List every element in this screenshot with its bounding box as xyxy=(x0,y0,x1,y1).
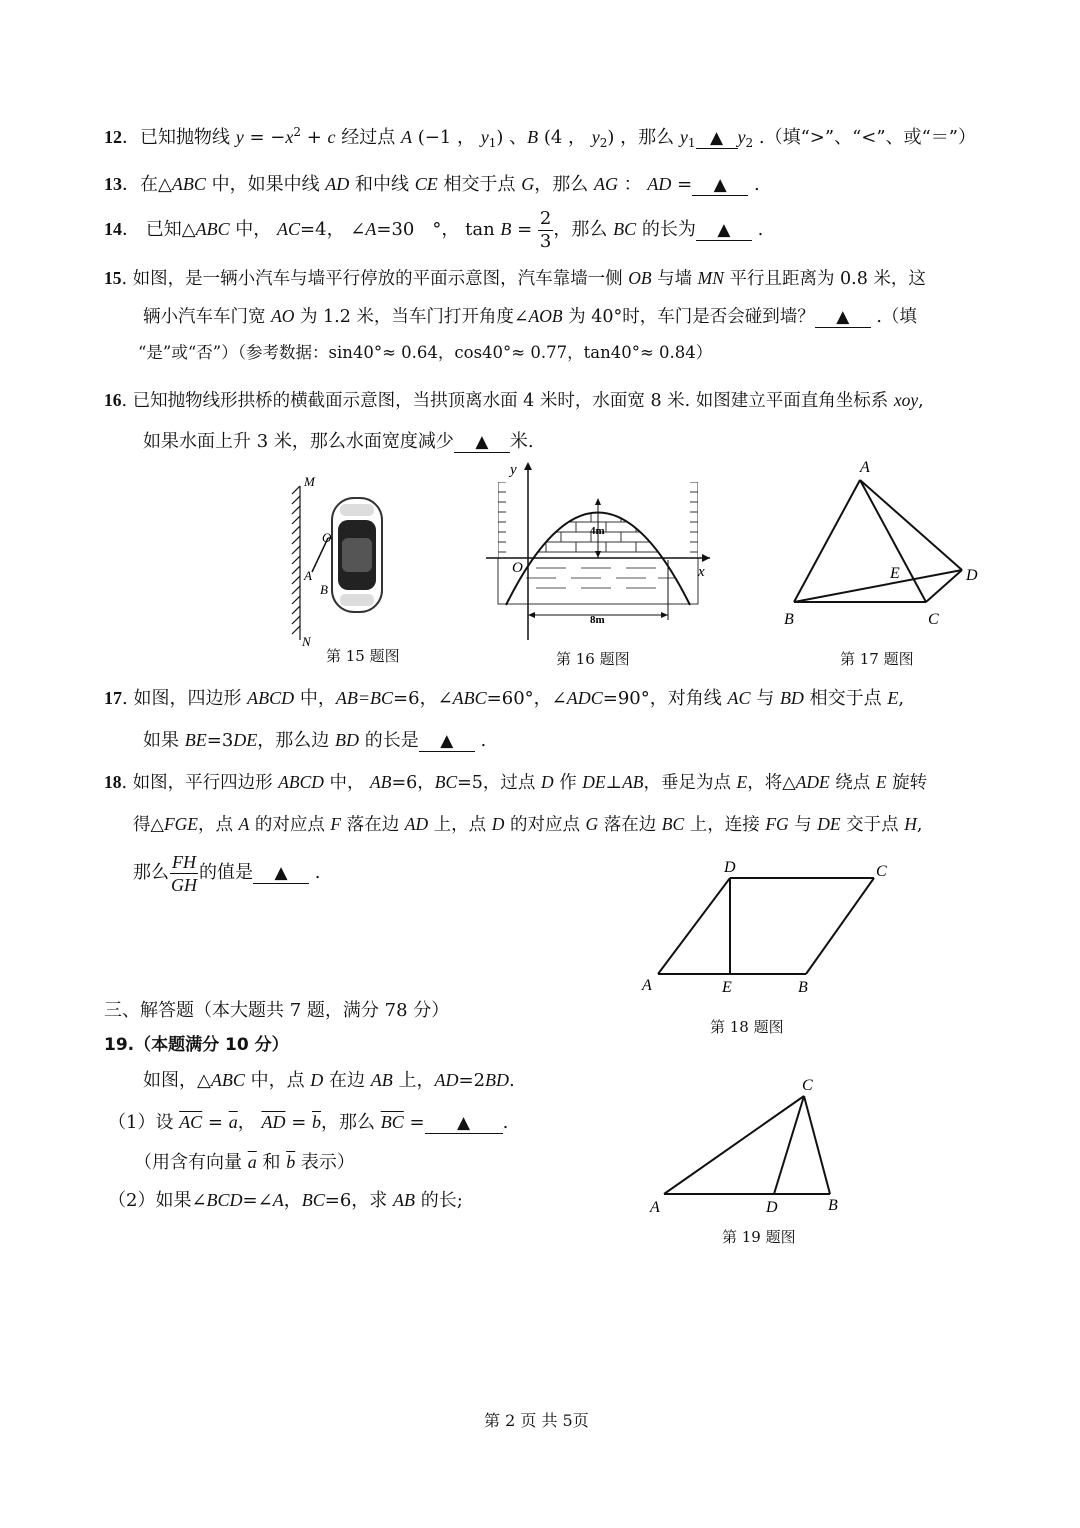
label-C: C xyxy=(928,611,939,628)
figure-17 xyxy=(776,452,986,632)
label-M: M xyxy=(304,474,315,489)
text: ： xyxy=(617,174,648,195)
label-C: C xyxy=(876,863,887,880)
text: (−1 ， xyxy=(411,127,481,148)
math-var: x xyxy=(285,127,294,147)
question-13 xyxy=(104,172,760,197)
text: 和 xyxy=(256,1152,287,1173)
label-A: A xyxy=(650,1199,660,1216)
question-18-line-3 xyxy=(133,850,320,896)
text: （用含有向量 xyxy=(134,1152,248,1173)
math-var: ABC xyxy=(195,219,230,239)
text: =6，∠ xyxy=(393,688,453,709)
math-var: ABCD xyxy=(278,772,324,792)
question-19-part-1 xyxy=(108,1110,508,1135)
question-19-title: 19.（本题满分 10 分） xyxy=(104,1035,289,1055)
text: =3 xyxy=(206,730,234,751)
label-D: D xyxy=(766,1199,778,1216)
label-C: C xyxy=(802,1077,813,1094)
math-var: AD xyxy=(404,814,429,834)
math-var: FG xyxy=(765,814,789,834)
question-number: 17 xyxy=(104,688,122,708)
math-var: AC xyxy=(277,219,301,239)
figure-16-caption: 第 16 题图 xyxy=(556,650,630,668)
math-var: BD xyxy=(779,688,804,708)
math-var: AC xyxy=(727,688,751,708)
math-var: B xyxy=(500,219,512,239)
question-18-line-1 xyxy=(104,770,927,795)
width-arrow-right xyxy=(661,612,668,618)
text: . 如图，平行四边形 xyxy=(121,773,279,793)
label-B: B xyxy=(798,979,808,996)
text: 中， xyxy=(294,688,336,709)
subscript: 2 xyxy=(745,136,754,150)
label-8m: 8m xyxy=(590,614,605,626)
math-var: MN xyxy=(697,268,724,288)
text: .（填 xyxy=(870,307,917,327)
math-var: ABCD xyxy=(247,688,295,708)
vector-b: $\overline{b}$ xyxy=(312,1112,321,1132)
answer-blank: ▲ xyxy=(253,863,309,884)
text: . 如图，四边形 xyxy=(122,688,248,709)
math-var: E xyxy=(875,772,887,792)
label-E: E xyxy=(890,565,900,582)
math-var: AO xyxy=(271,306,295,326)
answer-blank: ▲ xyxy=(696,128,738,149)
math-var: ADC xyxy=(566,688,603,708)
question-number: 13 xyxy=(104,174,122,194)
math-var: D xyxy=(541,772,554,792)
text: 得△ xyxy=(133,815,164,835)
text: = xyxy=(403,1112,425,1133)
denominator: GH xyxy=(171,874,197,895)
math-var: AB xyxy=(370,772,392,792)
text: 在边 xyxy=(323,1070,371,1091)
math-var: E xyxy=(736,772,748,792)
text: ， xyxy=(283,1190,302,1211)
question-19-note xyxy=(134,1150,355,1175)
subscript: 2 xyxy=(599,136,608,150)
answer-blank: ▲ xyxy=(692,175,748,196)
text: 上， xyxy=(392,1070,435,1091)
math-var: AG xyxy=(593,174,618,194)
math-var: BD xyxy=(335,730,360,750)
text: 上，连接 xyxy=(684,815,766,835)
text: 落在边 xyxy=(598,815,662,835)
math-var: y xyxy=(480,127,489,147)
text: . xyxy=(748,174,760,195)
math-var: AOB xyxy=(528,306,563,326)
text: ) xyxy=(607,127,615,148)
parallelogram xyxy=(658,878,874,974)
answer-blank: ▲ xyxy=(815,307,871,328)
triangle xyxy=(664,1096,830,1194)
label-D: D xyxy=(966,567,978,584)
text: . xyxy=(502,1112,509,1133)
math-var: F xyxy=(330,814,342,834)
text: = − xyxy=(243,127,286,148)
math-var: B xyxy=(527,127,539,147)
denominator: 3 xyxy=(539,230,552,252)
text: 的值是 xyxy=(199,862,253,883)
question-number: 12 xyxy=(104,127,122,147)
label-y: y xyxy=(510,462,517,478)
question-15-line-2 xyxy=(143,304,917,329)
text: .（填“>”、“<”、或“＝”） xyxy=(753,127,976,148)
text: 的长是 xyxy=(359,730,419,751)
text: ，那么 xyxy=(614,127,680,148)
figure-18 xyxy=(632,850,902,1000)
math-var: BC xyxy=(301,1190,325,1210)
text: ．已知抛物线 xyxy=(122,127,230,148)
text: . 已知抛物线形拱桥的横截面示意图，当拱顶离水面 4 米时，水面宽 8 米. 如图建立平面直角坐标系 xyxy=(121,391,894,411)
text: ，垂足为点 xyxy=(643,773,737,793)
vector-a: $\overline{a}$ xyxy=(228,1112,238,1132)
question-number: 18 xyxy=(104,772,122,792)
label-x: x xyxy=(698,564,705,580)
math-var: H xyxy=(904,814,917,834)
text: 与 xyxy=(750,688,780,709)
question-16-line-1 xyxy=(104,388,924,413)
label-O: O xyxy=(322,530,332,545)
text: , xyxy=(898,688,905,709)
math-var: E xyxy=(887,688,899,708)
question-17-line-2 xyxy=(143,728,486,753)
question-15-line-3 xyxy=(138,341,712,365)
width-arrow-left xyxy=(528,612,535,618)
wall-hatch xyxy=(292,486,300,640)
math-var: A xyxy=(272,1190,284,1210)
question-17-line-1 xyxy=(104,686,904,711)
text: 辆小汽车车门宽 xyxy=(143,307,272,327)
exponent: 2 xyxy=(293,125,301,139)
math-var: BC xyxy=(613,219,637,239)
text: （1）设 xyxy=(108,1112,180,1133)
label-B: B xyxy=(784,611,794,628)
math-var: DE xyxy=(817,814,841,834)
vector-a: $\overline{a}$ xyxy=(247,1152,257,1172)
fraction xyxy=(169,851,199,896)
text: 如图，△ xyxy=(143,1070,211,1091)
text: =∠ xyxy=(242,1190,273,1211)
math-var: D xyxy=(310,1070,324,1090)
label-B: B xyxy=(828,1197,838,1214)
math-var: xoy xyxy=(893,390,919,410)
text: ) xyxy=(496,127,504,148)
vector-b: $\overline{b}$ xyxy=(286,1152,296,1172)
text: 的长为 xyxy=(636,219,696,240)
question-15-line-1 xyxy=(104,266,926,291)
figure-15-caption: 第 15 题图 xyxy=(326,647,400,665)
figure-15 xyxy=(280,468,410,654)
question-19-part-2 xyxy=(108,1188,463,1213)
text: . 如图，是一辆小汽车与墙平行停放的平面示意图，汽车靠墙一侧 xyxy=(121,269,629,289)
text: 与墙 xyxy=(651,269,698,289)
math-var: ABC xyxy=(452,688,487,708)
text: (4 ， xyxy=(538,127,592,148)
label-O: O xyxy=(512,560,523,576)
text: =4， ∠ xyxy=(300,219,366,240)
text: =90°，对角线 xyxy=(602,688,728,709)
figure-19-caption: 第 19 题图 xyxy=(722,1228,796,1246)
text: ⊥ xyxy=(605,773,623,793)
math-var: y xyxy=(235,127,244,147)
math-var: BC xyxy=(434,772,458,792)
numerator: FH xyxy=(172,851,196,872)
text: , xyxy=(916,815,923,835)
text: 与 xyxy=(788,815,818,835)
text: =6，求 xyxy=(324,1190,393,1211)
car-icon xyxy=(332,498,382,612)
math-var: ADE xyxy=(795,772,830,792)
figure-18-caption: 第 18 题图 xyxy=(710,1018,784,1036)
math-var: BCD xyxy=(206,1190,243,1210)
text: 的对应点 xyxy=(504,815,586,835)
text: 落在边 xyxy=(341,815,405,835)
math-var: CE xyxy=(414,174,438,194)
math-var: A xyxy=(238,814,250,834)
text: （2）如果∠ xyxy=(108,1190,207,1211)
vector-BC: $\overline{BC}$ xyxy=(380,1112,404,1132)
text: ，那么边 xyxy=(257,730,336,751)
figure-19 xyxy=(640,1072,860,1218)
text: =6， xyxy=(391,773,435,793)
question-number: 16 xyxy=(104,390,122,410)
question-14 xyxy=(104,206,763,253)
text: 平行且距离为 0.8 米，这 xyxy=(723,269,926,289)
text: 米. xyxy=(509,431,534,452)
text: 中，点 xyxy=(244,1070,311,1091)
vector-AC: $\overline{AC}$ xyxy=(179,1112,203,1132)
answer-blank: ▲ xyxy=(419,731,475,752)
text: =30 °， tan xyxy=(376,219,501,240)
text: 中， xyxy=(229,219,278,240)
text: , xyxy=(918,391,924,411)
section-heading: 三、解答题（本大题共 7 题，满分 78 分） xyxy=(104,1000,450,1021)
math-var: D xyxy=(491,814,505,834)
math-var: y xyxy=(591,127,600,147)
text: ， xyxy=(237,1112,262,1133)
math-var: DE xyxy=(582,772,606,792)
math-var: AB xyxy=(393,1190,415,1210)
quadrilateral xyxy=(794,480,962,602)
math-var: A xyxy=(365,219,377,239)
text: =2 xyxy=(458,1070,486,1091)
subscript: 1 xyxy=(488,136,497,150)
text: 相交于点 xyxy=(437,174,522,195)
label-D: D xyxy=(724,859,736,876)
figure-16 xyxy=(486,460,716,642)
text: . xyxy=(309,862,321,883)
figure-17-caption: 第 17 题图 xyxy=(840,650,914,668)
text: 旋转 xyxy=(886,773,928,793)
text: =60°，∠ xyxy=(486,688,567,709)
math-var: BD xyxy=(485,1070,510,1090)
label-E: E xyxy=(722,979,732,996)
fraction xyxy=(538,208,553,253)
math-var: AD xyxy=(434,1070,459,1090)
question-12 xyxy=(104,120,976,155)
math-var: DE xyxy=(233,730,258,750)
text: 如果 xyxy=(143,730,185,751)
text: 为 40°时，车门是否会碰到墙？ xyxy=(562,307,815,327)
question-19-intro xyxy=(143,1068,515,1093)
text: 经过点 xyxy=(335,127,401,148)
text: 绕点 xyxy=(829,773,876,793)
text: ，那么 xyxy=(553,219,614,240)
math-var: BC xyxy=(661,814,685,834)
answer-blank: ▲ xyxy=(696,220,752,241)
math-var: OB xyxy=(628,268,652,288)
y-axis-arrow xyxy=(524,462,532,470)
text: ． 已知△ xyxy=(122,219,196,240)
text: 和中线 xyxy=(349,174,415,195)
text: = xyxy=(285,1112,312,1133)
text: 中， xyxy=(323,773,371,793)
text: 、 xyxy=(503,127,528,148)
text: 中，如果中线 xyxy=(205,174,326,195)
text: = xyxy=(671,174,693,195)
text: 表示） xyxy=(295,1152,355,1173)
text: = xyxy=(511,219,538,240)
label-A: A xyxy=(860,459,870,476)
math-var: G xyxy=(521,174,535,194)
text: 的长; xyxy=(415,1190,463,1211)
label-4m: 4m xyxy=(590,525,605,537)
text: = xyxy=(202,1112,229,1133)
x-axis-arrow xyxy=(702,554,710,562)
question-18-line-2 xyxy=(133,812,922,837)
numerator: 2 xyxy=(539,207,552,229)
label-B: B xyxy=(320,582,328,597)
math-var: AD xyxy=(325,174,350,194)
math-var: AB xyxy=(622,772,644,792)
math-var: y xyxy=(737,127,746,147)
text: ，将△ xyxy=(747,773,796,793)
text: + xyxy=(300,127,328,148)
text: 的对应点 xyxy=(249,815,331,835)
math-var: ABC xyxy=(171,174,206,194)
label-A: A xyxy=(304,568,312,583)
vector-AD: $\overline{AD}$ xyxy=(261,1112,286,1132)
text: ，那么 xyxy=(534,174,594,195)
math-var: AD xyxy=(647,174,672,194)
text: =5，过点 xyxy=(457,773,541,793)
text: 作 xyxy=(553,773,583,793)
text: ．在△ xyxy=(122,174,172,195)
math-var: c xyxy=(327,127,336,147)
math-var: y xyxy=(679,127,688,147)
text: 交于点 xyxy=(840,815,905,835)
text: ，那么 xyxy=(321,1112,381,1133)
question-number: 14 xyxy=(104,219,122,239)
text: 如果水面上升 3 米，那么水面宽度减少 xyxy=(143,431,454,452)
label-N: N xyxy=(302,634,311,649)
page-footer: 第 2 页 共 5页 xyxy=(484,1411,589,1430)
text: ，点 xyxy=(198,815,239,835)
text: 上，点 xyxy=(428,815,492,835)
math-var: ABC xyxy=(210,1070,245,1090)
math-var: A xyxy=(400,127,412,147)
subscript: 1 xyxy=(687,136,696,150)
question-number: 15 xyxy=(104,268,122,288)
text: . xyxy=(751,219,764,240)
text: “是”或“否”）（参考数据：sin40°≈ 0.64，cos40°≈ 0.77，tan40°≈ 0.84） xyxy=(138,343,713,362)
math-var: AB xyxy=(370,1070,393,1090)
math-var: BE xyxy=(184,730,207,750)
math-var: AB=BC xyxy=(335,688,394,708)
answer-blank: ▲ xyxy=(454,432,510,453)
label-A: A xyxy=(642,977,652,994)
math-var: FGE xyxy=(163,814,198,834)
text: . xyxy=(509,1070,515,1091)
text: 为 1.2 米，当车门打开角度∠ xyxy=(294,307,529,327)
text: 那么 xyxy=(133,862,169,883)
answer-blank: ▲ xyxy=(425,1113,503,1134)
text: . xyxy=(474,730,487,751)
math-var: G xyxy=(585,814,599,834)
question-16-line-2 xyxy=(143,430,534,454)
text: 相交于点 xyxy=(803,688,888,709)
